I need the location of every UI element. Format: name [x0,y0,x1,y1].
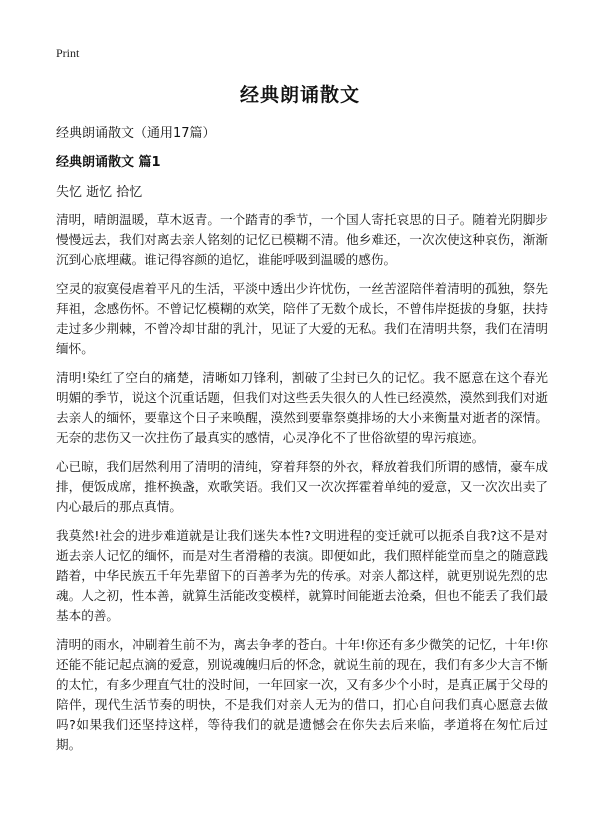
document-title: 经典朗诵散文 [239,84,360,106]
section-heading: 经典朗诵散文 篇1 [56,155,161,170]
document-subtitle: 经典朗诵散文（通用17篇） [56,126,216,141]
paragraph: 空灵的寂寞侵虐着平凡的生活，平淡中透出少许忧伤，一丝苦涩陪伴着清明的孤独，祭先拜祖，念感伤怀。不曾记忆模糊的欢笑，陪伴了无数个成长，不曾伟岸挺拔的身躯，扶持走过多少荆棘，不曾冷却甘甜的乳汁，见证了大爱的无私。我们在清明共祭，我们在清明缅怀。 [56,281,548,356]
chapter-title: 失忆 逝忆 拾忆 [56,185,143,200]
paragraph: 心已晾，我们居然利用了清明的清纯，穿着拜祭的外衣，释放着我们所谓的感情，豪车成排，便饭成席，推杯换盏，欢歌笑语。我们又一次次挥霍着单纯的爱意，又一次次出卖了内心最后的那点真情。 [56,459,548,514]
paragraph: 清明，晴朗温暖，草木返青。一个踏青的季节，一个国人寄托哀思的日子。随着光阴脚步慢慢远去，我们对离去亲人铭刻的记忆已模糊不清。他乡难还，一次次使这种哀伤，渐渐沉到心底埋藏。谁记得容颜的追忆，谁能呼吸到温暖的感伤。 [56,212,548,267]
paragraph: 清明!染红了空白的痛楚，清晰如刀锋利，割破了尘封已久的记忆。我不愿意在这个春光明媚的季节，说这个沉重话题，但我们对这些丢失很久的人性已经漠然，漠然到我们对逝去亲人的缅怀，要靠这个日子来唤醒，漠然到要靠祭奠排场的大小来衡量对逝者的深情。无奈的悲伤又一次拄伤了最真实的感情，心灵净化不了世俗欲望的卑污痕迹。 [56,370,548,445]
print-link[interactable]: Print [56,46,80,60]
paragraph: 我莫然!社会的进步难道就是让我们迷失本性?文明进程的变迁就可以扼杀自我?这不是对逝去亲人记忆的缅怀，而是对生者滑稽的表演。即便如此，我们照样能堂而皇之的随意践踏着，中华民族五千年先辈留下的百善孝为先的传承。对亲人都这样，就更别说先烈的忠魂。人之初，性本善，就算生活能改变模样，就算时间能逝去沧桑，但也不能丢了我们最基本的善。 [56,528,548,623]
paragraph-list [56,210,548,764]
paragraph: 清明的雨水，冲刷着生前不为，离去争孝的苍白。十年!你还有多少微笑的记忆，十年!你还能不能记起点滴的爱意，别说魂魄归后的怀念，就说生前的现在，我们有多少大言不惭的太忙，有多少理直气壮的没时间，一年回家一次，又有多少个小时，是真正属于父母的陪伴，现代生活节奏的明快，不是我们对亲人无为的借口，扪心自问我们真心愿意去做吗?如果我们还坚持这样，等待我们的就是遗憾会在你失去后来临，孝道将在匆忙后过期。 [56,637,548,752]
